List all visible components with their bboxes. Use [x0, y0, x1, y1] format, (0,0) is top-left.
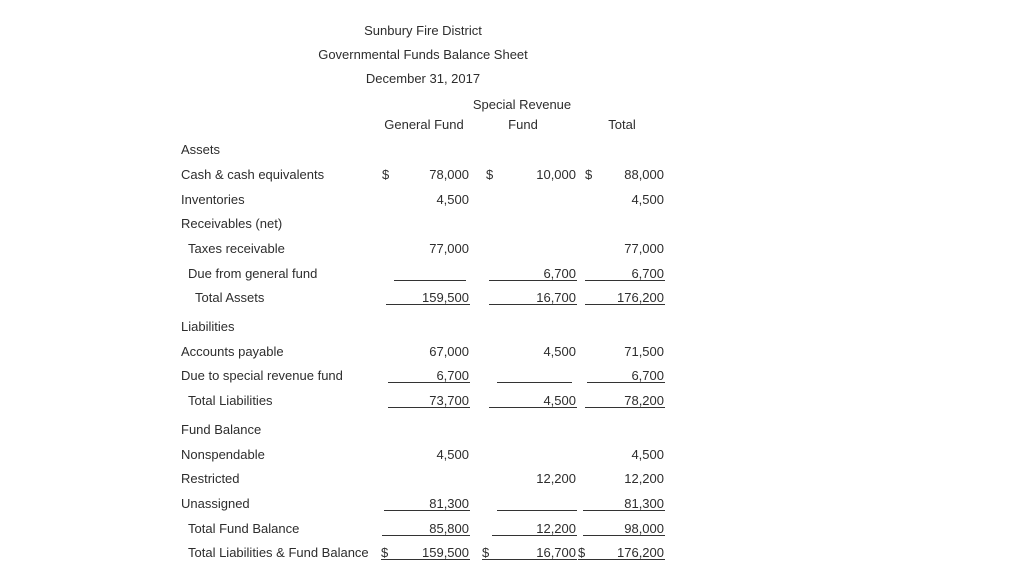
statement-title: Governmental Funds Balance Sheet	[318, 47, 528, 62]
row-label: Taxes receivable	[188, 241, 285, 256]
row-label: Inventories	[181, 192, 245, 207]
row-label: Nonspendable	[181, 447, 265, 462]
cell-general: 6,700	[436, 368, 469, 383]
cell-total: 71,500	[624, 344, 664, 359]
col-general: General Fund	[384, 117, 464, 132]
cell-general: 77,000	[429, 241, 469, 256]
row-label: Unassigned	[181, 496, 250, 511]
currency-symbol: $	[482, 545, 490, 560]
statement-date: December 31, 2017	[365, 71, 481, 86]
cell-special: 10,000	[536, 167, 576, 182]
row-label: Due to special revenue fund	[181, 368, 343, 383]
receivables-heading: Receivables (net)	[181, 216, 283, 231]
cell-special: 16,700	[536, 545, 576, 560]
fund-balance-heading: Fund Balance	[181, 422, 262, 437]
cell-special: 4,500	[543, 344, 576, 359]
cell-general: 78,000	[429, 167, 469, 182]
cell-general: 81,300	[429, 496, 469, 511]
cell-special: 12,200	[536, 471, 576, 486]
cell-total: 4,500	[631, 192, 664, 207]
cell-total: 176,200	[617, 290, 664, 305]
cell-total: 98,000	[624, 521, 664, 536]
cell-total: 4,500	[631, 447, 664, 462]
row-label: Total Assets	[195, 290, 265, 305]
entity-name: Sunbury Fire District	[364, 23, 482, 38]
cell-general: 4,500	[436, 192, 469, 207]
underline	[497, 382, 572, 383]
cell-general: 159,500	[422, 545, 469, 560]
cell-general: 67,000	[429, 344, 469, 359]
cell-total: 77,000	[624, 241, 664, 256]
cell-total: 88,000	[624, 167, 664, 182]
cell-total: 78,200	[624, 393, 664, 408]
row-label: Total Liabilities & Fund Balance	[188, 545, 369, 560]
row-label: Total Fund Balance	[188, 521, 300, 536]
cell-general: 85,800	[429, 521, 469, 536]
cell-total: 81,300	[624, 496, 664, 511]
currency-symbol: $	[382, 167, 390, 182]
row-label: Cash & cash equivalents	[181, 167, 325, 182]
underline	[394, 280, 466, 281]
cell-general: 4,500	[436, 447, 469, 462]
liabilities-heading: Liabilities	[181, 319, 235, 334]
cell-general: 73,700	[429, 393, 469, 408]
cell-total: 176,200	[617, 545, 664, 560]
cell-special: 4,500	[543, 393, 576, 408]
row-label: Restricted	[181, 471, 240, 486]
cell-special: 6,700	[543, 266, 576, 281]
cell-general: 159,500	[422, 290, 469, 305]
cell-total: 12,200	[624, 471, 664, 486]
underline	[497, 510, 577, 511]
col-total: Total	[608, 117, 636, 132]
currency-symbol: $	[381, 545, 389, 560]
currency-symbol: $	[578, 545, 586, 560]
cell-total: 6,700	[631, 368, 664, 383]
cell-total: 6,700	[631, 266, 664, 281]
assets-heading: Assets	[181, 142, 221, 157]
row-label: Due from general fund	[188, 266, 318, 281]
row-label: Total Liabilities	[188, 393, 273, 408]
currency-symbol: $	[486, 167, 494, 182]
row-label: Accounts payable	[181, 344, 284, 359]
cell-special: 12,200	[536, 521, 576, 536]
col-special-line1: Special Revenue	[472, 97, 572, 112]
cell-special: 16,700	[536, 290, 576, 305]
currency-symbol: $	[585, 167, 593, 182]
col-special-line2: Fund	[508, 117, 538, 132]
